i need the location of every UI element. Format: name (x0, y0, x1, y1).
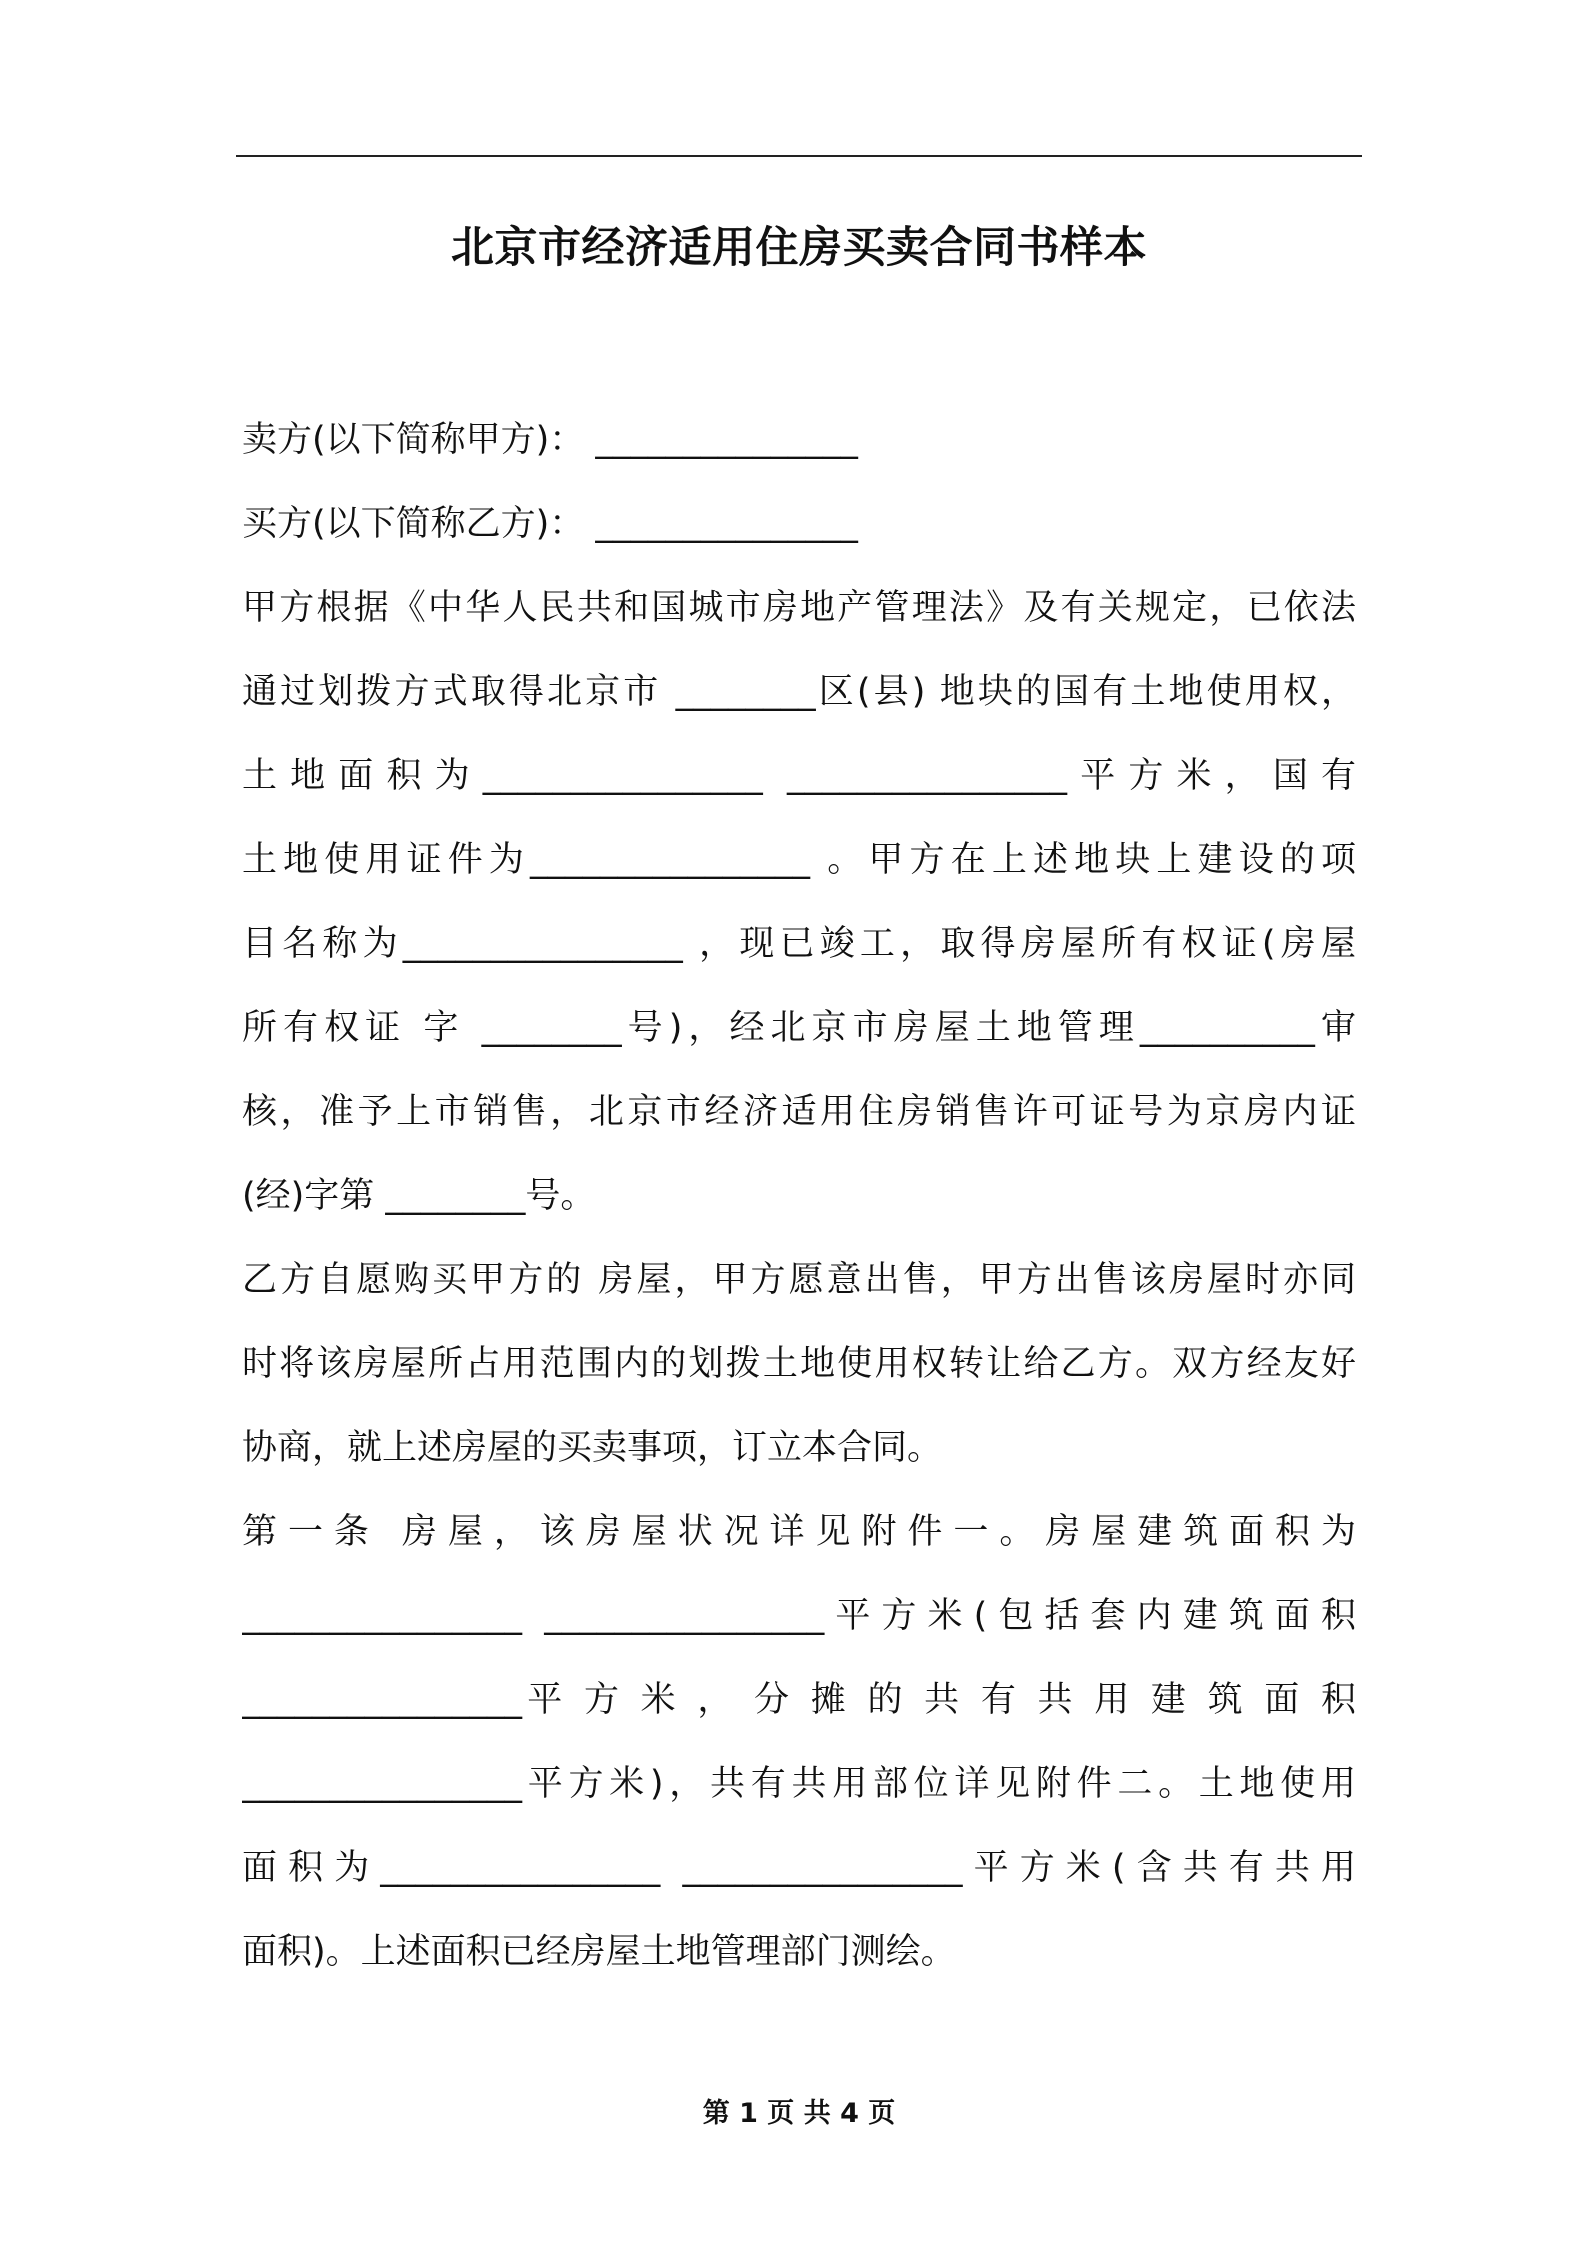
body-line: 面积)。上述面积已经房屋土地管理部门测绘。 (242, 1932, 956, 1972)
body-line: 土地面积为________________ ________________平方米，国有 (242, 756, 1356, 796)
body-line: 土地使用证件为________________ 。甲方在上述地块上建设的项 (242, 840, 1356, 880)
body-line: 通过划拨方式取得北京市 ________区(县) 地块的国有土地使用权， (242, 672, 1356, 712)
body-line: ________________平 方 米 ， 分 摊 的 共 有 共 用 建 筑 面 积 (242, 1680, 1356, 1720)
buyer-line: 买方(以下简称乙方)： _______________ (242, 504, 858, 544)
body-line: 面积为________________ ________________平方米(含共有共用 (242, 1848, 1356, 1888)
body-line: (经)字第 ________号。 (242, 1176, 596, 1216)
seller-line: 卖方(以下简称甲方)： _______________ (242, 420, 858, 460)
body-line: 乙方自愿购买甲方的 房屋，甲方愿意出售，甲方出售该房屋时亦同 (242, 1260, 1356, 1300)
body-line: 目名称为________________ ，现已竣工，取得房屋所有权证(房屋 (242, 924, 1356, 964)
header-rule (236, 155, 1362, 157)
document-body (242, 410, 1356, 2006)
article-one-heading-line: 第一条 房屋，该房屋状况详见附件一。房屋建筑面积为 (242, 1512, 1356, 1552)
body-line: 时将该房屋所占用范围内的划拨土地使用权转让给乙方。双方经友好 (242, 1344, 1356, 1384)
page-number: 第 1 页 共 4 页 (702, 2098, 896, 2129)
body-line: ________________平方米)，共有共用部位详见附件二。土地使用 (242, 1764, 1356, 1804)
body-line: 协商，就上述房屋的买卖事项，订立本合同。 (242, 1428, 943, 1468)
document-title: 北京市经济适用住房买卖合同书样本 (451, 223, 1147, 273)
body-line: 甲方根据《中华人民共和国城市房地产管理法》及有关规定，已依法 (242, 588, 1356, 628)
body-line: 核，准予上市销售，北京市经济适用住房销售许可证号为京房内证 (242, 1092, 1356, 1132)
body-line: ________________ ________________平方米(包括套内建筑面积 (242, 1596, 1356, 1636)
body-line: 所有权证 字 ________号)，经北京市房屋土地管理__________审 (242, 1008, 1356, 1048)
